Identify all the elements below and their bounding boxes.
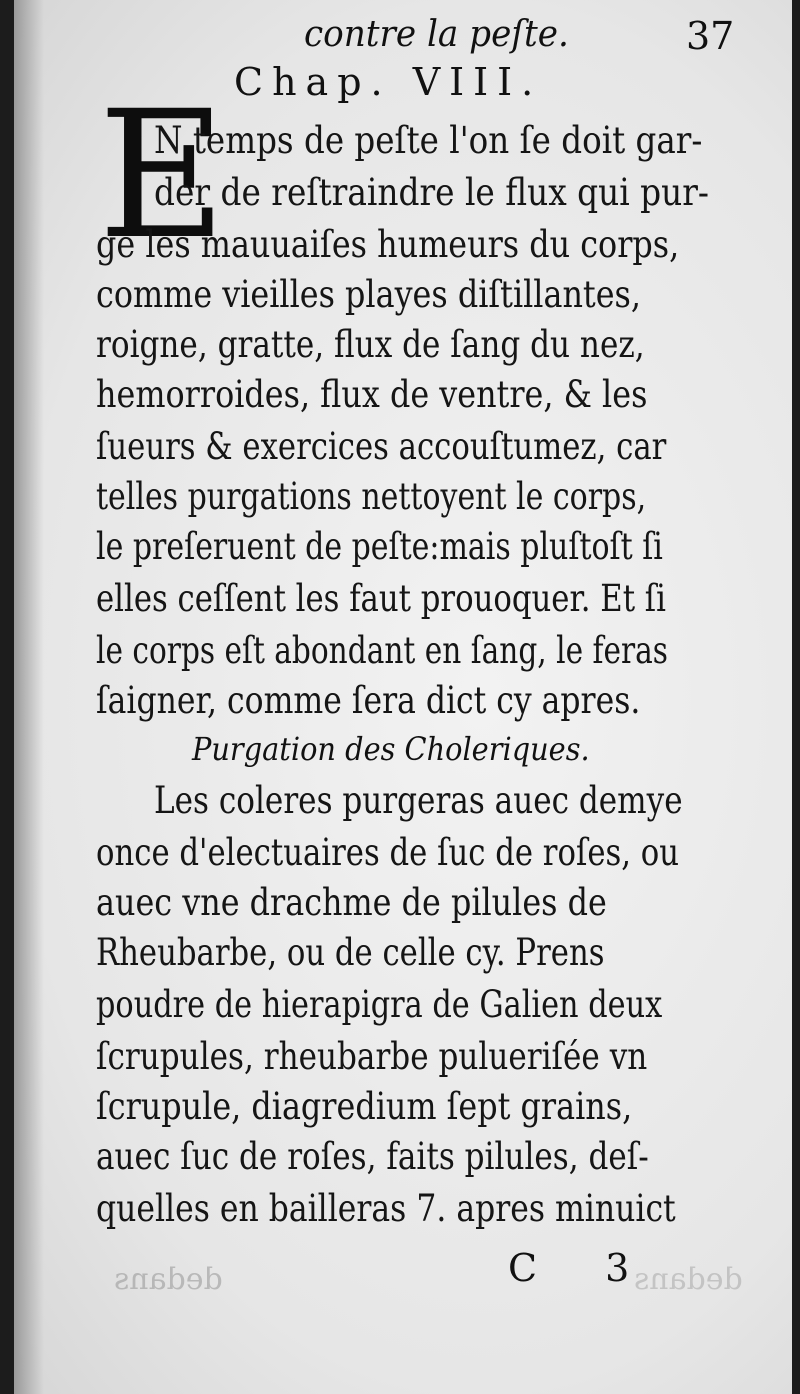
- show-through-text: dedans: [634, 1262, 743, 1297]
- text-line: auec vne drachme de pilules de: [96, 881, 607, 924]
- signature-mark: C 3: [508, 1246, 658, 1290]
- gutter-shadow: [14, 0, 44, 1394]
- text-line: comme vieilles playes diſtillantes,: [96, 273, 641, 316]
- text-line: quelles en bailleras 7. apres minuict: [96, 1187, 676, 1230]
- book-page: [14, 0, 792, 1394]
- text-line: ſaigner, comme ſera dict cy apres.: [96, 679, 641, 722]
- running-head: contre la peſte.: [304, 14, 569, 55]
- text-line: le preſeruent de peſte:mais pluſtoſt ſi: [96, 525, 663, 568]
- text-line: Les coleres purgeras auec demye: [154, 779, 683, 822]
- text-line: Rheubarbe, ou de celle cy. Prens: [96, 931, 605, 974]
- text-line: poudre de hierapigra de Galien deux: [96, 983, 663, 1026]
- text-line: once d'electuaires de ſuc de roſes, ou: [96, 831, 680, 874]
- text-line: ſueurs & exercices accouſtumez, car: [96, 425, 667, 468]
- text-line: N temps de peſte l'on ſe doit gar-: [154, 119, 703, 162]
- text-line: ſcrupules, rheubarbe pulueriſée vn: [96, 1035, 648, 1078]
- chapter-heading: Chap. VIII.: [234, 60, 543, 104]
- section-subheading: Purgation des Choleriques.: [192, 730, 590, 768]
- text-line: elles ceſſent les faut prouoquer. Et ſi: [96, 577, 667, 620]
- text-line: hemorroides, flux de ventre, & les: [96, 373, 648, 416]
- text-line: le corps eſt abondant en ſang, le feras: [96, 629, 668, 672]
- text-line: telles purgations nettoyent le corps,: [96, 475, 647, 518]
- text-line: ſcrupule, diagredium ſept grains,: [96, 1085, 633, 1128]
- text-line: auec ſuc de roſes, faits pilules, deſ-: [96, 1135, 649, 1178]
- text-line: der de reſtraindre le flux qui pur-: [154, 171, 709, 214]
- show-through-text: dedans: [114, 1262, 223, 1297]
- page-number: 37: [686, 14, 735, 58]
- text-line: ge les mauuaiſes humeurs du corps,: [96, 223, 680, 266]
- text-line: roigne, gratte, flux de ſang du nez,: [96, 323, 645, 366]
- drop-cap-initial: E: [98, 73, 227, 278]
